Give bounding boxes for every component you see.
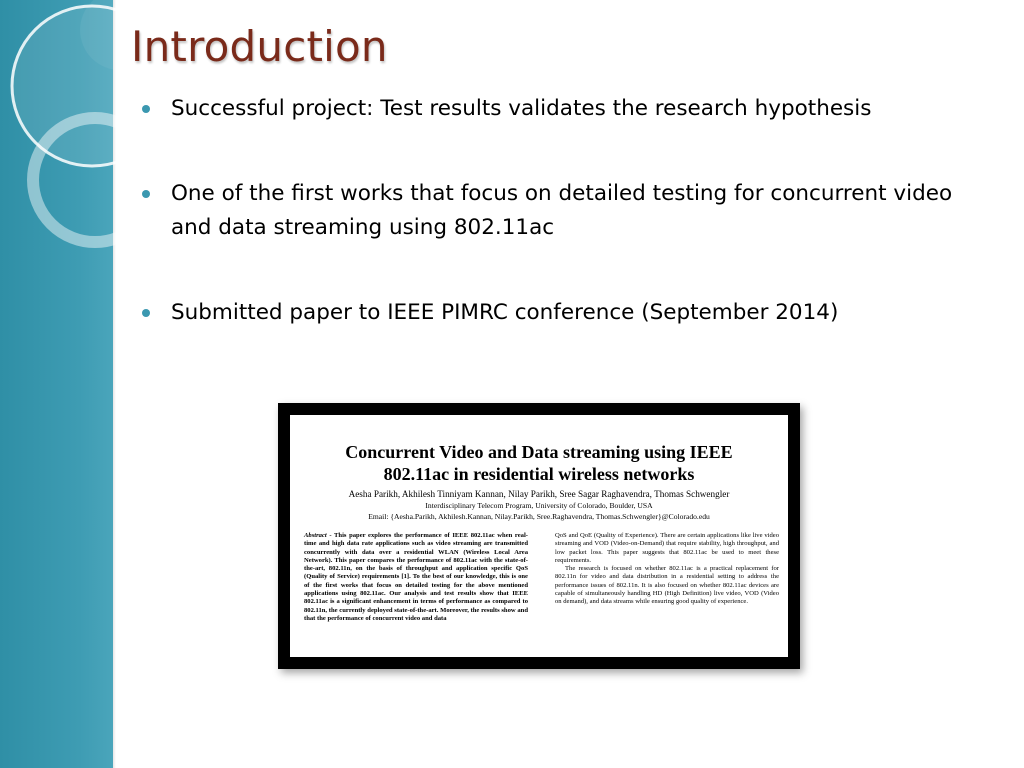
paper-authors: Aesha Parikh, Akhilesh Tinniyam Kannan, Nilay Parikh, Sree Sagar Raghavendra, Thomas Schwengler [348,489,730,499]
abstract-label: Abstract [304,532,327,539]
paper-intro-column [555,532,779,607]
slide-title: Introduction [131,22,388,71]
bullet-list [140,92,980,330]
bullet-dot-icon [142,105,150,113]
bullet-item [140,296,980,330]
paper-affiliation: Interdisciplinary Telecom Program, University of Colorado, Boulder, USA [425,501,653,510]
paper-title-line1: Concurrent Video and Data streaming using IEEE [345,442,733,462]
paper-title-line2: 802.11ac in residential wireless networks [383,464,695,484]
bullet-text: One of the first works that focus on detailed testing for concurrent video and data streaming using 802.11ac [171,181,953,240]
paper-email: Email: {Aesha.Parikh, Akhilesh.Kannan, Nilay.Parikh, Sree.Raghavendra, Thomas.Schwengler}@Colorado.edu [368,512,710,521]
paper-screenshot [290,415,788,657]
bullet-text: Successful project: Test results validates the research hypothesis [171,96,872,121]
bullet-dot-icon [142,309,150,317]
paper-paragraph: The research is focused on whether 802.11ac is a practical replacement for 802.11n for video and data distribution in a residential setting to address the performance issues of 802.11n. It is also focused on whether 802.11ac devices are capable of simultaneously handling HD (High Definition) live video, VOD (Video on demand), and data streams while ensuring good quality of experience. [555,565,779,606]
abstract-text: - This paper explores the performance of IEEE 802.11ac when real-time and high data rate applications such as video streaming are transmitted concurrently with data over a residential WLAN (Wireless Local Area Network). This paper compares the performance of 802.11ac with the state-of-the-art, 802.11n, on the basis of throughput and application specific QoS (Quality of Service) requirements [1]. To the best of our knowledge, this is one of the first works that focus on detailed testing for the above mentioned applications using 802.11ac. Our analysis and test results show that IEEE 802.11ac is a significant enhancement in terms of performance as compared to 802.11n, the currently deployed state-of-the-art. Moreover, the results show and that the performance of concurrent video and data [304,532,528,622]
bullet-item [140,177,980,245]
paper-screenshot-frame [278,403,800,669]
paper-abstract-column [304,532,528,623]
bullet-dot-icon [142,190,150,198]
bullet-item [140,92,980,126]
paper-paragraph: QoS and QoE (Quality of Experience). There are certain applications like live video streaming and VOD (Video-on-Demand) that require stability, high throughput, and low packet loss. This paper suggests that 802.11ac be used to meet these requirements. [555,532,779,564]
paper-title [290,441,788,485]
bullet-text: Submitted paper to IEEE PIMRC conference (September 2014) [171,300,839,325]
